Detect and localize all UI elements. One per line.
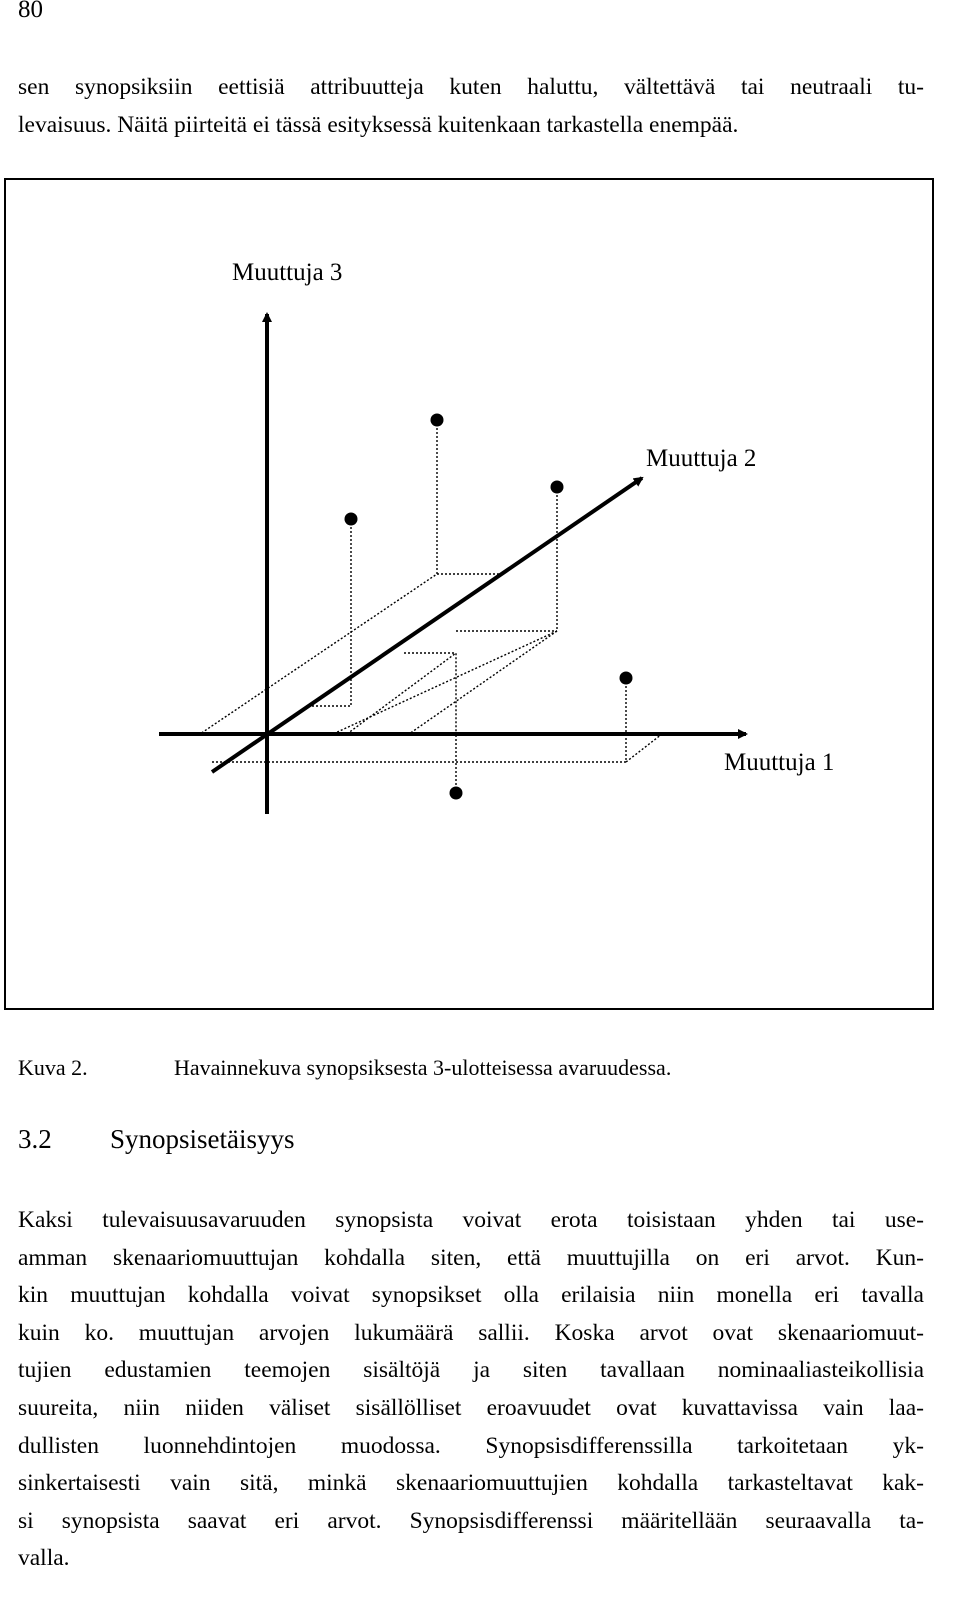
projection-line bbox=[309, 519, 351, 706]
text-line: levaisuus. Näitä piirteitä ei tässä esityksessä kuitenkaan tarkastella enempää. bbox=[18, 111, 739, 138]
text-line: kuin ko. muuttujan arvojen lukumäärä sallii. Koska arvot ovat skenaariomuut- bbox=[18, 1319, 924, 1346]
text-line: si synopsista saavat eri arvot. Synopsisdifferenssi määritellään seuraavalla ta- bbox=[18, 1507, 924, 1534]
axis-label-muuttuja1: Muuttuja 1 bbox=[724, 749, 835, 776]
section-title: Synopsisetäisyys bbox=[110, 1124, 295, 1154]
text-line: sen synopsiksiin eettisiä attribuutteja kuten haluttu, vältettävä tai neutraali tu- bbox=[18, 74, 924, 100]
text-line: valla. bbox=[18, 1545, 70, 1572]
synopsis-point bbox=[620, 672, 633, 685]
synopsis-point bbox=[551, 481, 564, 494]
text-line: sinkertaisesti vain sitä, minkä skenaariomuuttujien kohdalla tarkasteltavat kak- bbox=[18, 1470, 924, 1497]
figure-frame bbox=[4, 178, 934, 1010]
synopsis-point bbox=[345, 513, 358, 526]
axis-label-muuttuja2: Muuttuja 2 bbox=[646, 445, 757, 472]
text-line: dullisten luonnehdintojen muodossa. Synopsisdifferenssilla tarkoitetaan yk- bbox=[18, 1432, 924, 1459]
section-number: 3.2 bbox=[18, 1124, 52, 1154]
axis-label-muuttuja3: Muuttuja 3 bbox=[232, 259, 343, 286]
text-line: Kaksi tulevaisuusavaruuden synopsista voivat erota toisistaan yhden tai use- bbox=[18, 1207, 924, 1233]
text-line: amman skenaariomuuttujan kohdalla siten, että muuttujilla on eri arvot. Kun- bbox=[18, 1244, 924, 1271]
projection-line bbox=[626, 678, 662, 762]
body-paragraph bbox=[18, 1202, 924, 1578]
text-line: kin muuttujan kohdalla voivat synopsikset olla erilaisia niin monella eri tavalla bbox=[18, 1282, 924, 1309]
synopsis-point bbox=[450, 787, 463, 800]
axis-muuttuja2 bbox=[212, 478, 642, 772]
projection-line bbox=[200, 420, 437, 734]
projection-line bbox=[409, 631, 557, 734]
figure-caption-text: Havainnekuva synopsiksesta 3-ulotteisessa avaruudessa. bbox=[174, 1055, 672, 1080]
figure-caption-label: Kuva 2. bbox=[18, 1055, 88, 1080]
page-number: 80 bbox=[18, 0, 43, 23]
projection-line bbox=[347, 653, 456, 734]
text-line: tujien edustamien teemojen sisältöjä ja siten tavallaan nominaaliasteikollisia bbox=[18, 1357, 924, 1384]
text-line: suureita, niin niiden väliset sisällölliset eroavuudet ovat kuvattavissa vain laa- bbox=[18, 1394, 924, 1421]
synopsis-point bbox=[431, 414, 444, 427]
